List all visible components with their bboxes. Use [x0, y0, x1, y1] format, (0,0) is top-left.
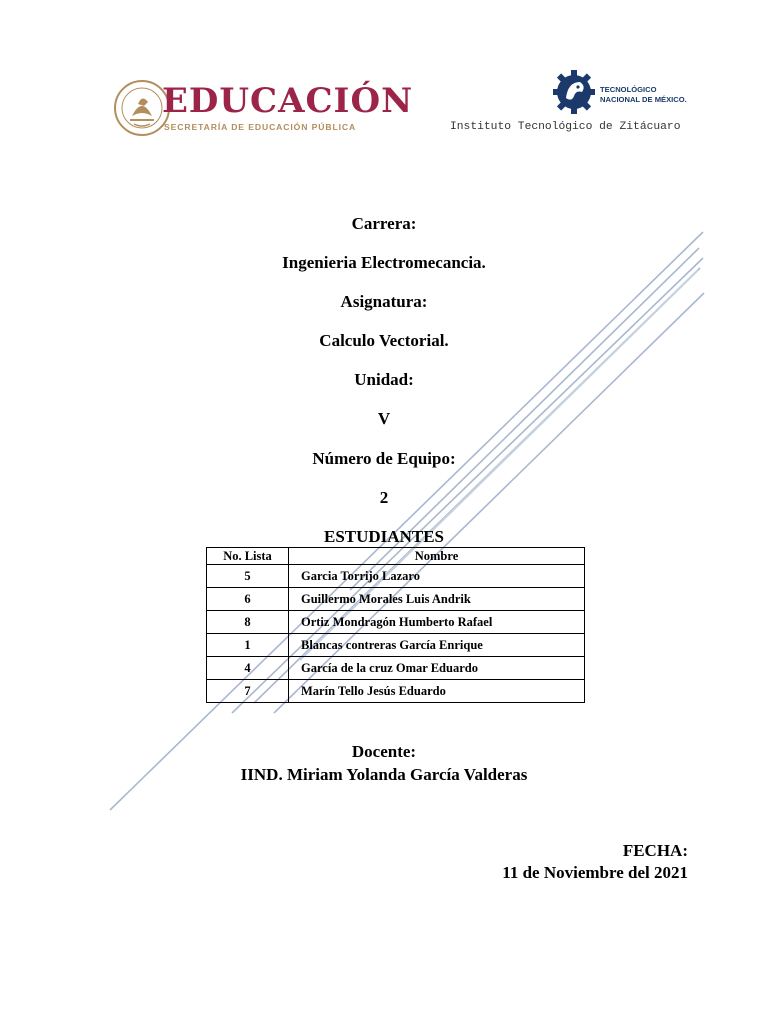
carrera-label: Carrera:: [351, 214, 417, 233]
table-row: [207, 611, 585, 634]
student-number: 1: [207, 634, 289, 657]
asignatura-label: Asignatura:: [340, 292, 428, 311]
table-row: [207, 634, 585, 657]
student-name: Guillermo Morales Luis Andrik: [289, 588, 585, 611]
carrera-value: Ingenieria Electromecancia.: [282, 253, 486, 272]
student-number: 8: [207, 611, 289, 634]
student-name: Garcia Torrijo Lazaro: [289, 565, 585, 588]
tecnm-logo: [552, 68, 752, 128]
tecnm-line-1: TECNOLÓGICO: [600, 85, 657, 94]
unidad-label: Unidad:: [354, 370, 414, 389]
student-number: 7: [207, 680, 289, 703]
sep-logo: [112, 78, 414, 144]
students-heading: ESTUDIANTES: [324, 527, 444, 546]
tecnm-wordmark: [600, 85, 687, 105]
student-name: García de la cruz Omar Eduardo: [289, 657, 585, 680]
equipo-value: 2: [379, 488, 389, 507]
institute-name: Instituto Tecnológico de Zitácuaro: [450, 121, 681, 133]
column-header-number: No. Lista: [207, 548, 289, 565]
column-header-name: Nombre: [289, 548, 585, 565]
table-header-row: [207, 548, 585, 565]
sep-title: EDUCACIÓN: [162, 81, 414, 121]
student-name: Blancas contreras García Enrique: [289, 634, 585, 657]
equipo-label: Número de Equipo:: [312, 449, 456, 468]
student-name: Marín Tello Jesús Eduardo: [289, 680, 585, 703]
fecha-label: FECHA:: [622, 841, 688, 860]
student-number: 6: [207, 588, 289, 611]
table-row: [207, 588, 585, 611]
fecha-value: 11 de Noviembre del 2021: [502, 863, 688, 882]
docente-label: Docente:: [351, 742, 417, 761]
tecnm-line-2: NACIONAL DE MÉXICO.: [600, 95, 687, 104]
table-row: [207, 565, 585, 588]
tecnm-gear-icon: [552, 68, 596, 116]
table-row: [207, 657, 585, 680]
docente-name: IIND. Miriam Yolanda García Valderas: [240, 765, 528, 784]
sep-subtitle: SECRETARÍA DE EDUCACIÓN PÚBLICA: [164, 122, 357, 132]
students-table: [206, 547, 585, 703]
student-number: 5: [207, 565, 289, 588]
unidad-value: V: [377, 409, 391, 428]
student-name: Ortiz Mondragón Humberto Rafael: [289, 611, 585, 634]
table-row: [207, 680, 585, 703]
asignatura-value: Calculo Vectorial.: [319, 331, 449, 350]
student-number: 4: [207, 657, 289, 680]
